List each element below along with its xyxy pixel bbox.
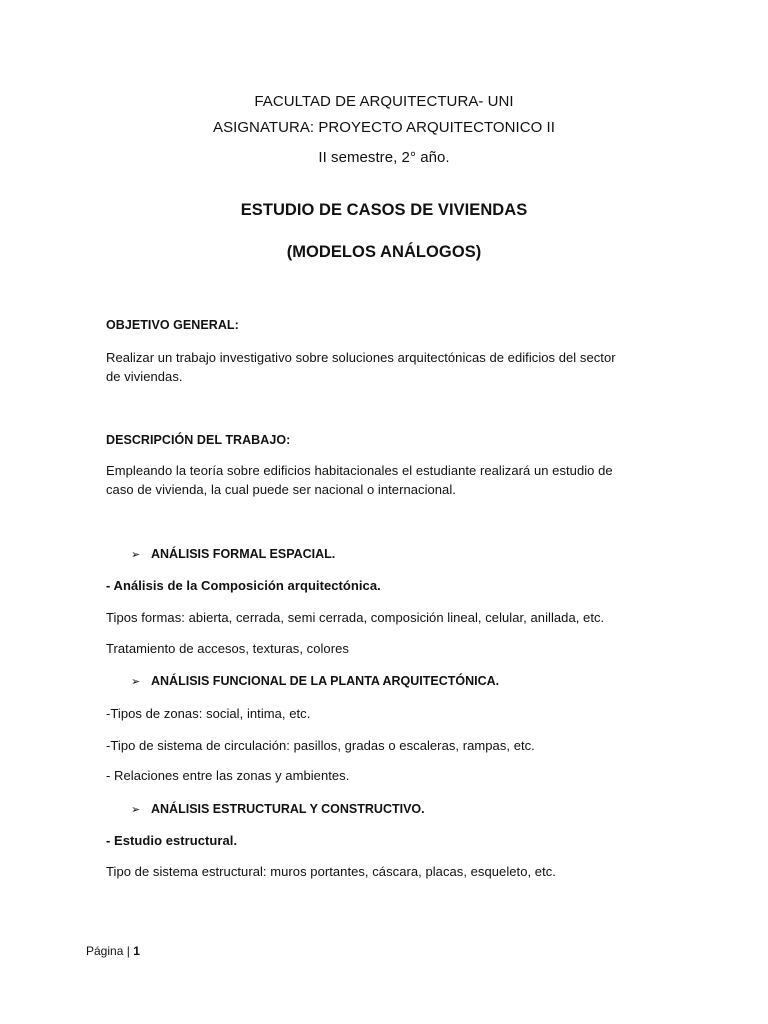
- circulation-text: -Tipo de sistema de circulación: pasillos, gradas o escaleras, rampas, etc.: [106, 738, 535, 753]
- structural-study-subheading: - Estudio estructural.: [106, 833, 238, 848]
- functional-analysis-heading: ANÁLISIS FUNCIONAL DE LA PLANTA ARQUITECTÓNICA.: [151, 674, 500, 688]
- objective-text-line-2: de viviendas.: [106, 369, 183, 384]
- arrow-bullet-icon: ➢: [131, 676, 141, 688]
- course-heading: ASIGNATURA: PROYECTO ARQUITECTONICO II: [213, 119, 555, 136]
- page-label: Página: [86, 944, 124, 958]
- document-title: ESTUDIO DE CASOS DE VIVIENDAS: [240, 201, 528, 219]
- page-number: 1: [133, 944, 140, 958]
- description-heading: DESCRIPCIÓN DEL TRABAJO:: [106, 433, 291, 447]
- zone-relations-text: - Relaciones entre las zonas y ambientes.: [106, 768, 350, 783]
- form-types-text: Tipos formas: abierta, cerrada, semi cerrada, composición lineal, celular, anillada, etc.: [106, 610, 605, 625]
- page-separator: |: [126, 944, 130, 958]
- formal-analysis-heading: ANÁLISIS FORMAL ESPACIAL.: [151, 547, 336, 561]
- access-treatment-text: Tratamiento de accesos, texturas, colores: [106, 641, 349, 656]
- bullet-estructural: [131, 800, 425, 819]
- description-text-line-2: caso de vivienda, la cual puede ser nacional o internacional.: [106, 482, 456, 497]
- objective-heading: OBJETIVO GENERAL:: [106, 318, 239, 332]
- bullet-formal: [131, 545, 335, 564]
- faculty-heading: FACULTAD DE ARQUITECTURA- UNI: [254, 93, 514, 110]
- arrow-bullet-icon: ➢: [131, 549, 141, 561]
- bullet-funcional: [131, 672, 499, 691]
- structural-analysis-heading: ANÁLISIS ESTRUCTURAL Y CONSTRUCTIVO.: [151, 802, 425, 816]
- description-text-line-1: Empleando la teoría sobre edificios habitacionales el estudiante realizará un estudio de: [106, 463, 613, 478]
- semester-heading: II semestre, 2° año.: [318, 149, 450, 166]
- page-footer: [86, 942, 140, 960]
- document-subtitle: (MODELOS ANÁLOGOS): [286, 243, 482, 261]
- structural-system-text: Tipo de sistema estructural: muros portantes, cáscara, placas, esqueleto, etc.: [106, 864, 556, 879]
- zone-types-text: -Tipos de zonas: social, intima, etc.: [106, 706, 311, 721]
- arrow-bullet-icon: ➢: [131, 804, 141, 816]
- composition-subheading: - Análisis de la Composición arquitectónica.: [106, 578, 381, 593]
- objective-text-line-1: Realizar un trabajo investigativo sobre soluciones arquitectónicas de edificios del sector: [106, 350, 616, 365]
